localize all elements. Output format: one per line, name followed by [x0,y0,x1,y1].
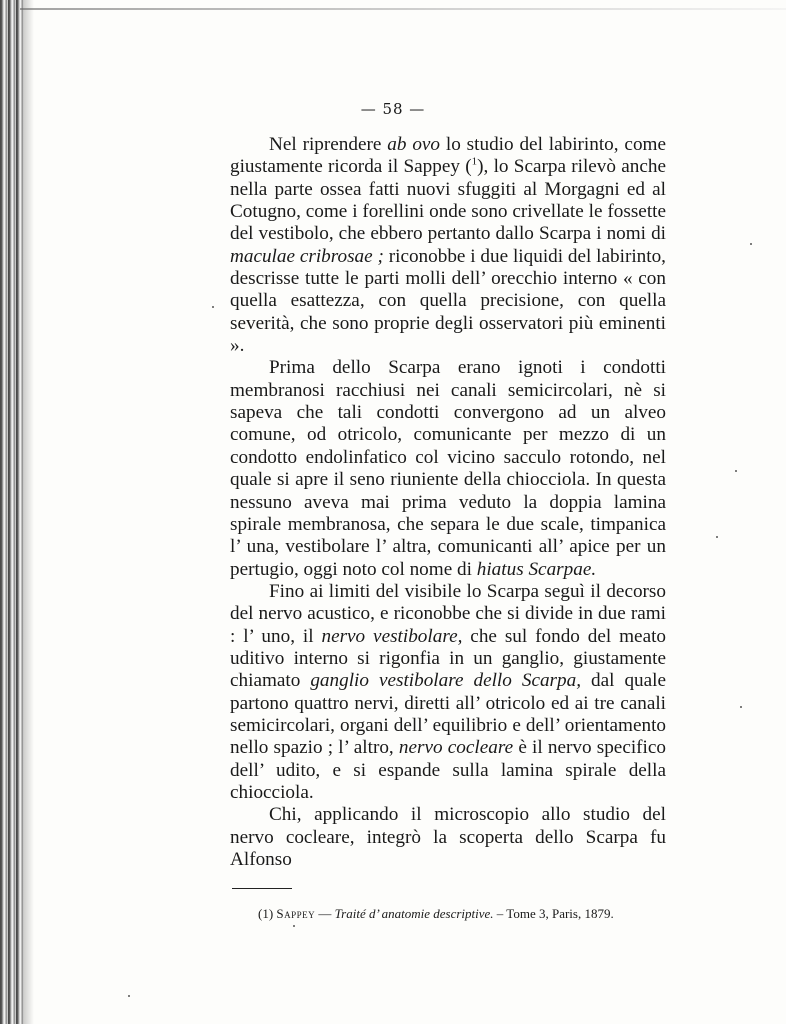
text-run: ), lo Scarpa rilevò anche nella parte ossea fatti nuovi sfuggiti al Morgagni ed al Cotugno, come i forellini onde sono crivellate le fossette del vestibolo, che ebbero pertanto dallo Scarpa i nomi di [230,156,666,245]
text-run: dal quale partono quattro nervi, diretti all’ otricolo ed ai tre canali semicircolari, organi dell’ equilibrio e dell’ orientamento nello spazio ; l’ altro, [230,670,666,759]
footnote-separator [232,888,292,889]
page-number: — 58 — [360,100,426,118]
paragraph [230,581,666,804]
footnote-reference: 1 [471,155,478,168]
text-run: è il nervo specifico dell’ udito, e si espande sulla lamina spirale della chiocciola. [230,737,666,803]
footnote-marker: (1) [258,906,274,921]
footnote-author: Sappey [276,906,316,921]
italic-term: ab ovo [387,134,441,155]
footnote-title: Traité d’ anatomie descriptive. [334,906,494,921]
book-binding-edge [0,0,24,1024]
scan-speck [293,925,295,927]
scan-speck [128,995,130,997]
scan-speck [716,536,718,538]
scan-speck [735,470,737,472]
paragraph [230,134,666,357]
text-run: che sul fondo del meato uditivo interno si rigonfia in un ganglio, giustamente chiamato [230,625,667,692]
text-run: Prima dello Scarpa erano ignoti i condotti membranosi racchiusi nei canali semicircolari, nè si sapeva che tali condotti convergono ad un alveo comune, od otricolo, comunicante per mezzo di un condotto endolinfatico col vicino sacculo rotondo, nel quale si apre il seno riuniente della chiocciola. In questa nessuno aveva mai prima veduto la doppia lamina spirale membranosa, che separa le due scale, timpanica l’ una, vestibolare l’ altra, comunicanti all’ apice per un pertugio, oggi noto col nome di [230,357,666,580]
body-text [230,134,666,871]
scan-speck [740,706,742,708]
paragraph [230,804,666,871]
footnote-publication: – Tome 3, Paris, 1879. [493,906,614,921]
footnote-dash: — [315,906,335,921]
page-top-edge [20,8,786,10]
scan-speck [750,243,752,245]
text-run: Fino ai limiti del visibile lo Scarpa seguì il decorso del nervo acustico, e riconobbe che si divide in due rami : l’ uno, il [230,580,666,647]
italic-term: hiatus Scarpae. [476,558,597,580]
italic-term: ganglio vestibolare dello Scarpa, [310,670,582,692]
italic-term: maculae cribrosae ; [230,245,384,267]
text-run: Nel riprendere [269,134,388,155]
footnote [258,905,678,922]
text-run: Chi, applicando il microscopio allo studio del nervo cocleare, integrò la scoperta dello Scarpa fu Alfonso [230,804,666,870]
text-run: riconobbe i due liquidi del labirinto, descrisse tutte le parti molli dell’ orecchio interno « con quella esattezza, con quella precisione, con quella severità, che sono proprie degli osservatori più eminenti ». [230,245,666,357]
binding-shadow [24,0,34,1024]
italic-term: nervo vestibolare, [321,625,463,647]
scan-speck [212,306,214,308]
paragraph [230,357,666,580]
text-run: lo studio del labirinto, come giustamente ricorda il Sappey ( [230,134,666,178]
italic-term: nervo cocleare [398,737,514,759]
